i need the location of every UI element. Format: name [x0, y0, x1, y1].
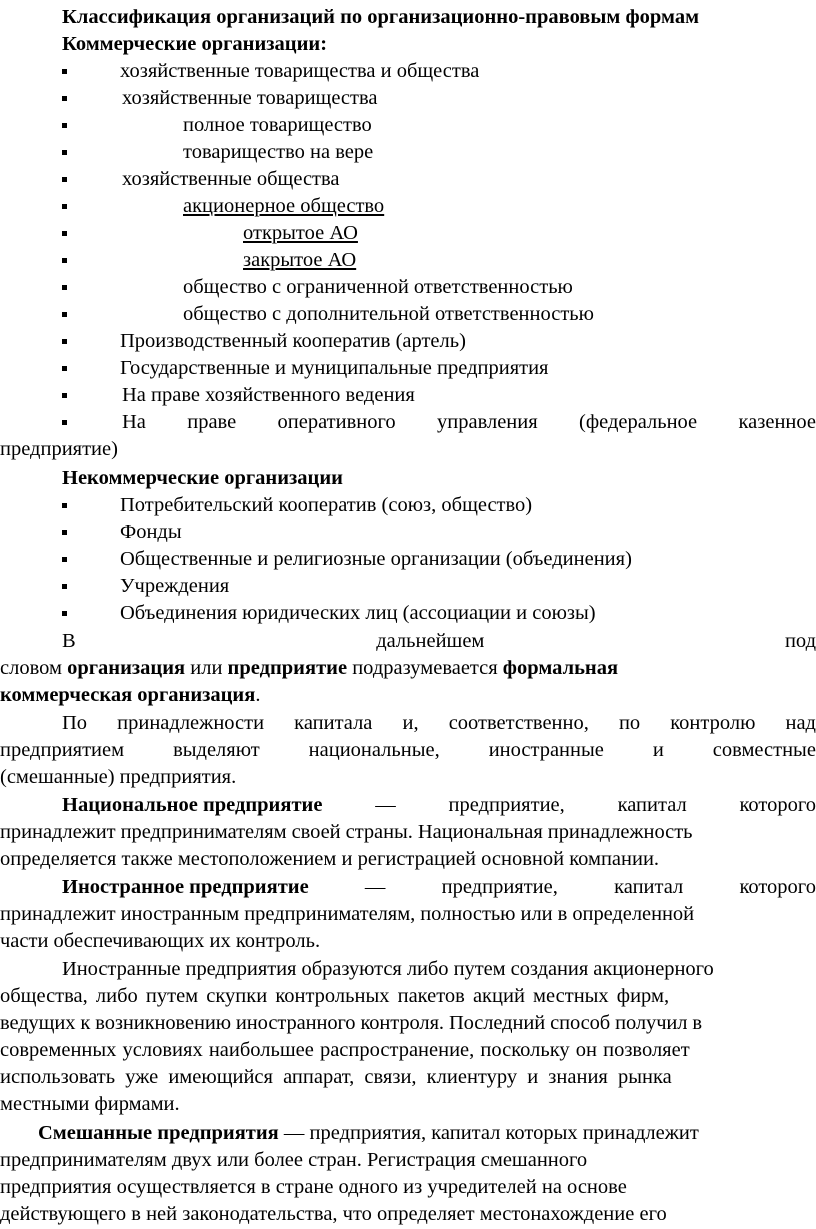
bullet-icon — [62, 150, 67, 155]
justified-text — [0, 737, 816, 764]
definition-text — [0, 682, 260, 709]
list-item-text: хозяйственные товарищества — [122, 87, 378, 109]
word: — — [364, 876, 386, 898]
mixed-line-3 — [0, 1174, 816, 1201]
list-item — [0, 301, 816, 328]
word: дальнейшем — [376, 630, 485, 652]
list-item-text: Фонды — [120, 521, 182, 543]
list-item — [0, 166, 816, 193]
foreign-formation-line-6 — [0, 1091, 816, 1118]
definition-line-1 — [0, 628, 816, 655]
bullet-icon — [62, 557, 67, 562]
list-item — [0, 355, 816, 382]
foreign-line-2 — [0, 901, 816, 928]
term-foreign-enterprise: Иностранное предприятие — [62, 876, 309, 898]
list-item-text: открытое АО — [243, 222, 358, 244]
foreign-formation-text: местными фирмами. — [0, 1093, 180, 1115]
word: предприятие, — [448, 794, 565, 816]
list-item-text: общество с дополнительной ответственностью — [183, 303, 594, 325]
foreign-formation-line-2 — [0, 983, 816, 1010]
word: по — [618, 712, 641, 734]
list-item — [0, 492, 816, 519]
list-item — [0, 112, 816, 139]
list-item-text: хозяйственные товарищества и общества — [120, 60, 480, 82]
list-item-text: Потребительский кооператив (союз, общество) — [120, 494, 533, 516]
word: оперативного — [277, 411, 396, 433]
text-run: или — [185, 657, 228, 679]
term-national-enterprise: Национальное предприятие — [62, 794, 323, 816]
capital-line-3 — [0, 764, 816, 791]
foreign-formation-line-3 — [0, 1010, 816, 1037]
word: которого — [739, 794, 816, 816]
justified-text — [62, 710, 816, 737]
document-heading-line — [0, 4, 816, 31]
foreign-formation-text: современных условиях наибольшее распространение, поскольку он позволяет — [0, 1039, 690, 1061]
bullet-icon — [62, 503, 67, 508]
bullet-icon — [62, 393, 67, 398]
list-item — [0, 247, 816, 274]
foreign-text: части обеспечивающих их контроль. — [0, 930, 321, 952]
commercial-title: Коммерческие организации: — [62, 33, 328, 55]
word: под — [784, 630, 816, 652]
mixed-text: действующего в ней законодательства, что определяет местонахождение его — [0, 1203, 667, 1225]
word: национальные, — [308, 739, 440, 761]
mixed-line-1 — [0, 1120, 816, 1147]
word: контролю — [670, 712, 756, 734]
national-line-3 — [0, 846, 816, 873]
word: капитала — [294, 712, 373, 734]
list-item-text: закрытое АО — [243, 249, 357, 271]
mixed-text — [38, 1120, 699, 1147]
bullet-icon — [62, 204, 67, 209]
foreign-formation-line-1 — [0, 956, 816, 983]
term-mixed-enterprises: Смешанные предприятия — [38, 1122, 279, 1144]
word: над — [785, 712, 816, 734]
foreign-formation-text: ведущих к возникновению иностранного контроля. Последний способ получил в — [0, 1012, 703, 1034]
list-item — [0, 573, 816, 600]
bullet-icon — [62, 231, 67, 236]
list-item — [0, 600, 816, 627]
mixed-text: предприятия осуществляется в стране одного из учредителей на основе — [0, 1176, 627, 1198]
justified-text — [62, 874, 816, 901]
national-line-1 — [0, 792, 816, 819]
word: По — [62, 712, 88, 734]
word: управления — [437, 411, 538, 433]
term-formal: формальная — [502, 657, 619, 679]
mixed-line-4 — [0, 1201, 816, 1228]
bullet-icon — [62, 123, 67, 128]
text-run: подразумевается — [347, 657, 503, 679]
list-item-text: Государственные и муниципальные предприятия — [120, 357, 549, 379]
list-item-text: Производственный кооператив (артель) — [120, 330, 466, 352]
foreign-formation-line-4 — [0, 1037, 816, 1064]
list-item — [0, 519, 816, 546]
justified-text — [62, 792, 816, 819]
foreign-text: принадлежит иностранным предпринимателям, полностью или в определенной — [0, 903, 695, 925]
list-item-text: общество с ограниченной ответственностью — [183, 276, 573, 298]
list-item — [0, 58, 816, 85]
word: предприятие, — [441, 876, 558, 898]
bullet-icon — [62, 339, 67, 344]
list-item-text: Объединения юридических лиц (ассоциации и союзы) — [120, 602, 596, 624]
capital-line-2 — [0, 737, 816, 764]
list-item-text: Учреждения — [120, 575, 230, 597]
list-item — [0, 139, 816, 166]
list-item-continuation — [0, 436, 816, 463]
term-organization: организация — [67, 657, 186, 679]
list-item — [0, 382, 816, 409]
list-item — [0, 546, 816, 573]
word: принадлежности — [117, 712, 265, 734]
term-enterprise: предприятие — [227, 657, 348, 679]
mixed-line-2 — [0, 1147, 816, 1174]
word: капитал — [617, 794, 687, 816]
national-text: принадлежит предпринимателям своей страны. Национальная принадлежность — [0, 821, 693, 843]
list-item-text: товарищество на вере — [183, 141, 374, 163]
list-item-text: хозяйственные общества — [122, 168, 340, 190]
word: совместные — [712, 739, 816, 761]
bullet-icon — [62, 69, 67, 74]
word: иностранные — [488, 739, 604, 761]
word: соответственно, — [448, 712, 589, 734]
bullet-icon — [62, 177, 67, 182]
list-item-text — [122, 409, 816, 436]
text-run: . — [255, 684, 261, 706]
word: капитал — [614, 876, 684, 898]
foreign-formation-line-5 — [0, 1064, 816, 1091]
list-item — [0, 409, 816, 436]
foreign-line-3 — [0, 928, 816, 955]
list-item-text: Общественные и религиозные организации (объединения) — [120, 548, 632, 570]
word: и, — [402, 712, 419, 734]
document-heading: Классификация организаций по организационно-правовым формам — [62, 6, 700, 28]
list-item — [0, 274, 816, 301]
text-run: — предприятия, капитал которых принадлежит — [278, 1122, 699, 1144]
bullet-icon — [62, 420, 67, 425]
word: и — [652, 739, 664, 761]
word: выделяют — [173, 739, 260, 761]
bullet-icon — [62, 530, 67, 535]
bullet-icon — [62, 584, 67, 589]
word: На — [122, 411, 146, 433]
term-commercial-organization: коммерческая организация — [0, 684, 256, 706]
bullet-icon — [62, 285, 67, 290]
list-item-text: акционерное общество — [183, 195, 385, 217]
definition-text — [0, 655, 618, 682]
foreign-formation-text: использовать уже имеющийся аппарат, связи, клиентуру и знания рынка — [0, 1066, 672, 1088]
capital-text: (смешанные) предприятия. — [0, 766, 237, 788]
justified-text — [62, 628, 816, 655]
definition-line-2 — [0, 655, 816, 682]
noncommercial-title-line — [0, 465, 816, 492]
bullet-icon — [62, 96, 67, 101]
definition-line-3 — [0, 682, 816, 709]
commercial-title-line — [0, 31, 816, 58]
bullet-icon — [62, 366, 67, 371]
word: В — [62, 630, 76, 652]
mixed-text: предпринимателям двух или более стран. Регистрация смешанного — [0, 1149, 588, 1171]
list-item-text: На праве хозяйственного ведения — [122, 384, 415, 406]
list-item — [0, 85, 816, 112]
word: — — [375, 794, 396, 816]
foreign-formation-text: общества, либо путем скупки контрольных пакетов акций местных фирм, — [0, 985, 670, 1007]
word: которого — [739, 876, 816, 898]
foreign-formation-text: Иностранные предприятия образуются либо путем создания акционерного — [62, 958, 714, 980]
national-text: определяется также местоположением и регистрацией основной компании. — [0, 848, 660, 870]
text-run: словом — [0, 657, 68, 679]
capital-line-1 — [0, 710, 816, 737]
bullet-icon — [62, 312, 67, 317]
noncommercial-title: Некоммерческие организации — [62, 467, 343, 489]
list-item — [0, 220, 816, 247]
foreign-line-1 — [0, 874, 816, 901]
list-item — [0, 193, 816, 220]
word: казенное — [738, 411, 816, 433]
word: (федеральное — [579, 411, 698, 433]
bullet-icon — [62, 258, 67, 263]
list-item — [0, 328, 816, 355]
word: предприятием — [0, 739, 125, 761]
word: праве — [187, 411, 237, 433]
list-item-text: предприятие) — [0, 438, 118, 460]
list-item-text: полное товарищество — [183, 114, 372, 136]
bullet-icon — [62, 611, 67, 616]
national-line-2 — [0, 819, 816, 846]
